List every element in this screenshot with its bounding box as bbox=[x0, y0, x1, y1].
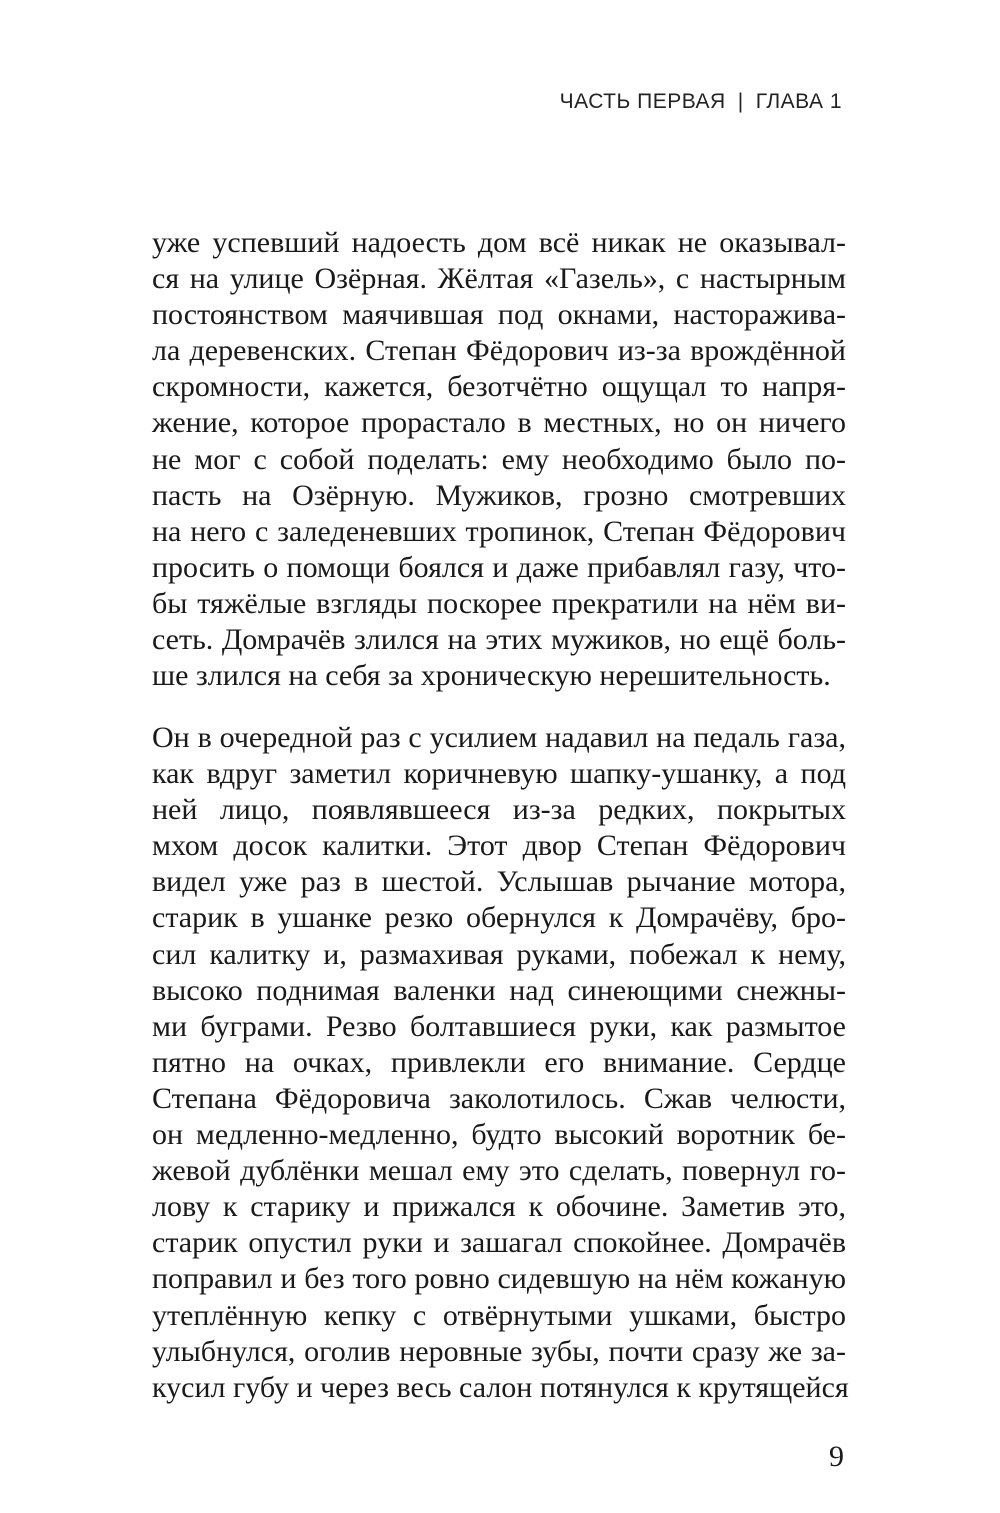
text-line: скромности, кажется, безотчётно ощущал то напря- bbox=[152, 370, 846, 404]
text-line: пятно на очках, привлекли его внимание. Сердце bbox=[152, 1045, 846, 1079]
text-line: ла деревенских. Степан Фёдорович из-за врождённой bbox=[152, 334, 846, 368]
text-line: на него с заледеневших тропинок, Степан Фёдорович bbox=[152, 514, 846, 548]
text-line: ся на улице Озёрная. Жёлтая «Газель», с настырным bbox=[152, 262, 846, 296]
text-line: пасть на Озёрную. Мужиков, грозно смотревших bbox=[152, 478, 846, 512]
text-line: уже успевший надоесть дом всё никак не оказывал- bbox=[152, 226, 846, 259]
header-separator: | bbox=[737, 90, 744, 113]
text-line: жевой дублёнки мешал ему это сделать, повернул го- bbox=[152, 1154, 846, 1188]
text-line: ше злился на себя за хроническую нерешительность. bbox=[152, 659, 831, 693]
text-line: бы тяжёлые взгляды поскорее прекратили на нём ви- bbox=[152, 586, 846, 620]
text-line: просить о помощи боялся и даже прибавлял газу, что- bbox=[152, 550, 846, 584]
text-line: сеть. Домрачёв злился на этих мужиков, но ещё боль- bbox=[152, 623, 846, 657]
text-line: утеплённую кепку с отвёрнутыми ушками, быстро bbox=[152, 1298, 846, 1332]
text-line: мхом досок калитки. Этот двор Степан Фёдорович bbox=[152, 829, 846, 863]
paragraph-1 bbox=[152, 225, 846, 694]
paragraph-2 bbox=[152, 720, 849, 1406]
text-line: видел уже раз в шестой. Услышав рычание мотора, bbox=[152, 865, 846, 899]
page-number: 9 bbox=[829, 1440, 844, 1473]
text-line: жение, которое прорастало в местных, но он ничего bbox=[152, 406, 846, 440]
text-line: сил калитку и, размахивая руками, побежал к нему, bbox=[152, 937, 846, 971]
text-line: он медленно-медленно, будто высокий воротник бе- bbox=[152, 1118, 846, 1152]
text-line: высоко поднимая валенки над синеющими снежны- bbox=[152, 973, 846, 1007]
text-line: Он в очередной раз с усилием надавил на педаль газа, bbox=[152, 721, 846, 754]
header-chapter: ГЛАВА 1 bbox=[755, 90, 842, 113]
text-line: ней лицо, появлявшееся из-за редких, покрытых bbox=[152, 793, 846, 827]
text-line: поправил и без того ровно сидевшую на нём кожаную bbox=[152, 1262, 846, 1296]
header-part: ЧАСТЬ ПЕРВАЯ bbox=[559, 90, 726, 113]
text-line: постоянством маячившая под окнами, насторажива- bbox=[152, 298, 846, 332]
text-line: ми буграми. Резво болтавшиеся руки, как размытое bbox=[152, 1009, 846, 1043]
text-line: старик в ушанке резко обернулся к Домрачёву, бро- bbox=[152, 901, 846, 935]
text-line: кусил губу и через весь салон потянулся к крутящейся bbox=[152, 1370, 849, 1404]
text-line: старик опустил руки и зашагал спокойнее. Домрачёв bbox=[152, 1226, 846, 1260]
text-line: как вдруг заметил коричневую шапку-ушанку, а под bbox=[152, 757, 846, 791]
running-header bbox=[560, 90, 842, 114]
text-line: Степана Фёдоровича заколотилось. Сжав челюсти, bbox=[152, 1081, 846, 1115]
text-line: лову к старику и прижался к обочине. Заметив это, bbox=[152, 1190, 846, 1224]
text-line: улыбнулся, оголив неровные зубы, почти сразу же за- bbox=[152, 1334, 846, 1368]
text-line: не мог с собой поделать: ему необходимо было по- bbox=[152, 442, 846, 476]
